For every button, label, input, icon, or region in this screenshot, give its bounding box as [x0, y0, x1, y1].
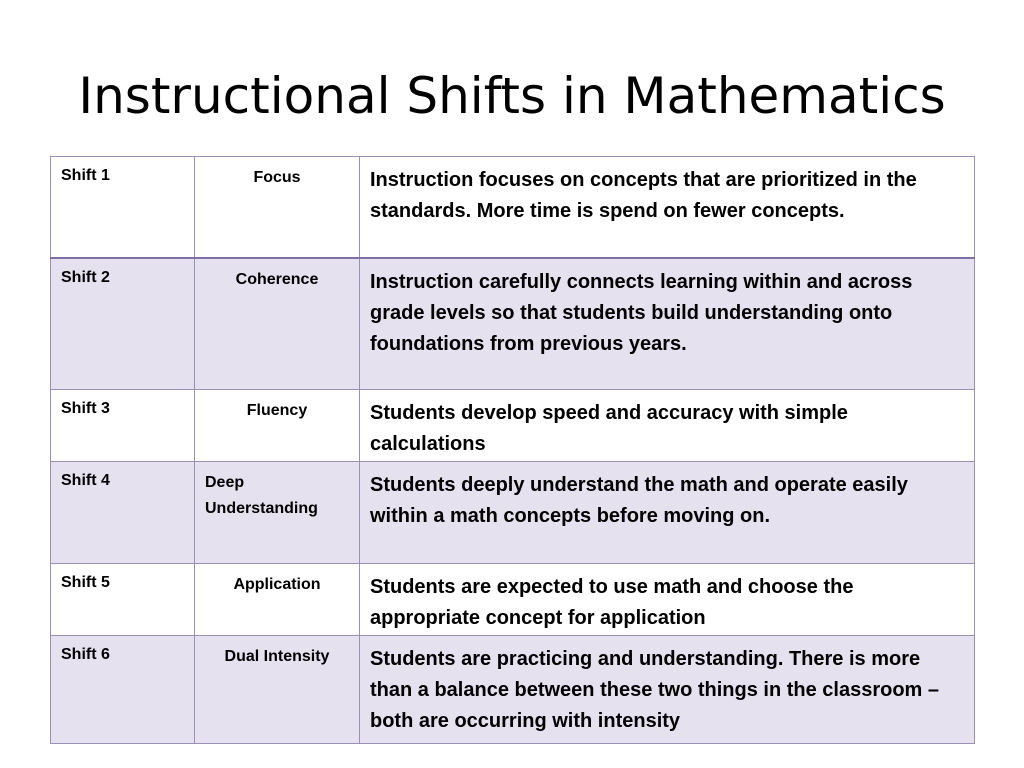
shift-description-cell: Students are practicing and understanding. There is more than a balance between these two things in the classroom – both are occurring with intensity [360, 636, 975, 744]
shift-description-cell: Instruction carefully connects learning within and across grade levels so that students build understanding onto foundations from previous years. [360, 258, 975, 390]
shift-name-cell: Application [195, 564, 360, 636]
shift-number-cell: Shift 1 [51, 157, 195, 258]
shift-name-cell: Fluency [195, 390, 360, 462]
shift-number-cell: Shift 2 [51, 258, 195, 390]
shift-number-cell: Shift 6 [51, 636, 195, 744]
shifts-table [50, 156, 975, 744]
shift-name-cell: Coherence [195, 258, 360, 390]
slide-title: Instructional Shifts in Mathematics [78, 67, 946, 125]
shift-name-cell: Deep Understanding [195, 462, 360, 564]
table-row [51, 462, 975, 564]
shift-description-cell: Students deeply understand the math and operate easily within a math concepts before moving on. [360, 462, 975, 564]
shift-number-cell: Shift 4 [51, 462, 195, 564]
shift-number-cell: Shift 5 [51, 564, 195, 636]
shift-name-cell: Focus [195, 157, 360, 258]
shift-description-cell: Students develop speed and accuracy with simple calculations [360, 390, 975, 462]
shift-number-cell: Shift 3 [51, 390, 195, 462]
table-row [51, 636, 975, 744]
table-row [51, 157, 975, 258]
shift-description-cell: Instruction focuses on concepts that are prioritized in the standards. More time is spend on fewer concepts. [360, 157, 975, 258]
shift-name-cell: Dual Intensity [195, 636, 360, 744]
shift-description-cell: Students are expected to use math and choose the appropriate concept for application [360, 564, 975, 636]
table-row [51, 390, 975, 462]
table-row [51, 258, 975, 390]
table-row [51, 564, 975, 636]
